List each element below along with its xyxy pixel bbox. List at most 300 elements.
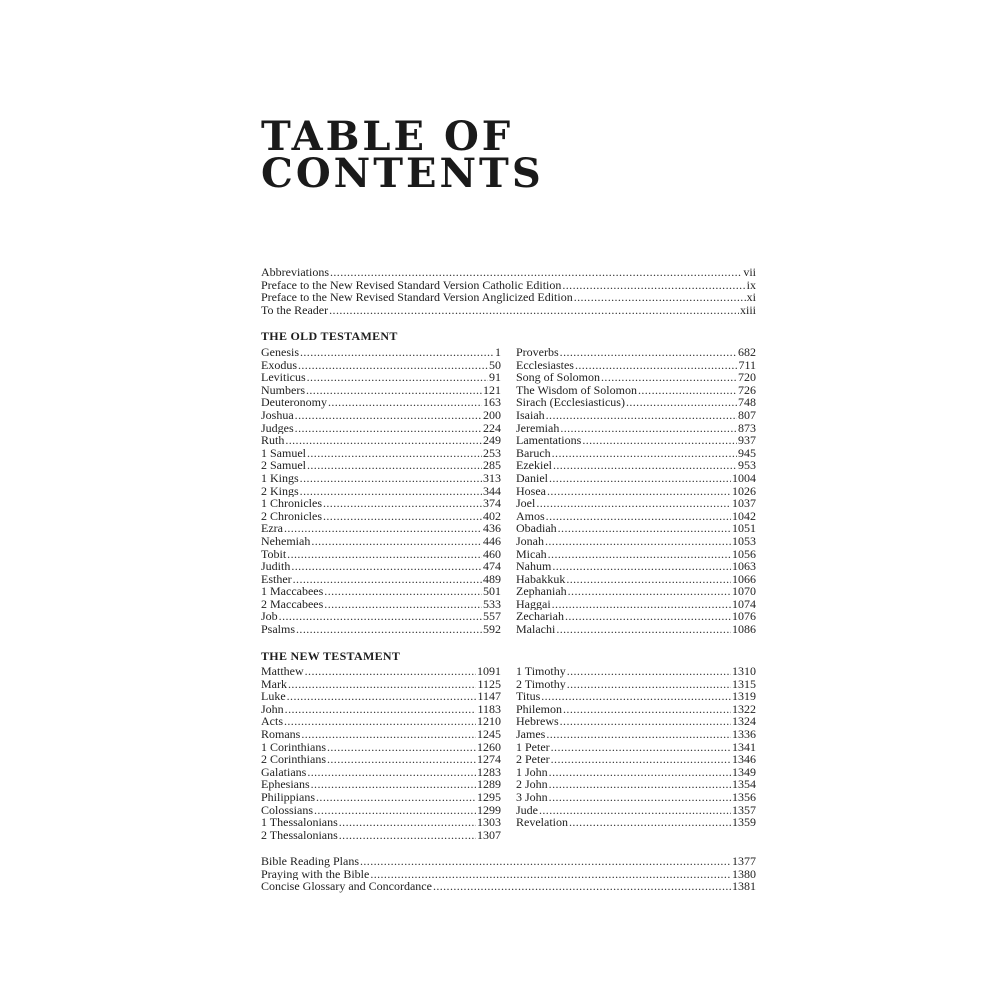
toc-entry (261, 447, 501, 460)
toc-entry-page-number: 1147 (477, 690, 501, 703)
toc-entry (261, 791, 501, 804)
toc-entry-page-number: 1026 (732, 484, 756, 498)
toc-entry-title: Habakkuk (516, 572, 566, 586)
toc-entry-title: Numbers (261, 383, 305, 397)
dot-leader (549, 766, 731, 779)
toc-entry (261, 548, 501, 561)
dot-leader (567, 678, 731, 691)
toc-entry (261, 804, 501, 817)
toc-entry-title: Deuteronomy (261, 396, 327, 409)
dot-leader (541, 690, 731, 703)
toc-entry-page-number: 402 (483, 509, 501, 523)
toc-entry-page-number: 1125 (477, 677, 501, 691)
toc-entry-page-number: vii (743, 266, 756, 279)
toc-entry-title: Preface to the New Revised Standard Version Anglicized Edition (261, 291, 573, 304)
dot-leader (323, 510, 482, 523)
page-title (261, 113, 661, 197)
toc-entry-title: Jeremiah (516, 421, 560, 435)
toc-entry-title: Ruth (261, 434, 285, 447)
toc-entry (261, 409, 501, 422)
toc-entry-title: Philemon (516, 702, 563, 716)
dot-leader (284, 715, 476, 728)
toc-entry-title: Praying with the Bible (261, 867, 370, 881)
toc-entry-title: 2 Samuel (261, 459, 306, 472)
dot-leader (307, 447, 482, 460)
toc-entry (516, 396, 756, 409)
dot-leader (552, 447, 737, 460)
toc-entry (516, 678, 756, 691)
toc-entry-title: Sirach (Ecclesiasticus) (516, 396, 625, 409)
toc-entry-title: The Wisdom of Solomon (516, 383, 637, 397)
dot-leader (295, 422, 482, 435)
toc-entry (516, 690, 756, 703)
toc-entry (516, 371, 756, 384)
toc-entry (261, 371, 501, 384)
toc-entry-page-number: 1070 (732, 585, 756, 598)
toc-entry-page-number: 945 (738, 446, 756, 460)
dot-leader (328, 396, 482, 409)
toc-entry (261, 728, 501, 741)
toc-entry-title: Job (261, 610, 278, 624)
dot-leader (279, 610, 482, 623)
toc-entry (516, 585, 756, 598)
dot-leader (569, 816, 731, 829)
toc-entry (516, 485, 756, 498)
toc-entry (261, 510, 501, 523)
dot-leader (307, 459, 482, 472)
toc-entry (516, 665, 756, 678)
toc-entry-title: Haggai (516, 597, 551, 611)
dot-leader (553, 459, 737, 472)
toc-entry-page-number: 253 (483, 446, 501, 460)
toc-entry-title: 2 Kings (261, 484, 299, 498)
toc-entry (261, 422, 501, 435)
old-testament-columns (261, 346, 756, 636)
toc-entry-title: Obadiah (516, 522, 557, 535)
toc-entry-page-number: 1336 (732, 727, 756, 741)
toc-entry-title: Zephaniah (516, 585, 567, 598)
dot-leader (601, 371, 737, 384)
new-testament-right-column (516, 665, 756, 841)
toc-entry-title: Judges (261, 421, 294, 435)
dot-leader (295, 409, 482, 422)
toc-entry-title: Esther (261, 572, 292, 586)
back-matter-list (261, 855, 756, 893)
toc-entry-page-number: 1354 (732, 778, 756, 791)
dot-leader (307, 371, 488, 384)
toc-entry-page-number: 200 (483, 408, 501, 422)
toc-entry (516, 778, 756, 791)
toc-entry-title: Exodus (261, 358, 297, 372)
toc-entry-title: 1 Kings (261, 471, 299, 485)
toc-entry (261, 715, 501, 728)
toc-entry-title: Leviticus (261, 371, 306, 384)
toc-entry (261, 678, 501, 691)
dot-leader (575, 359, 737, 372)
toc-entry-title: Acts (261, 715, 283, 728)
old-testament-heading: THE OLD TESTAMENT (261, 329, 398, 343)
toc-entry-title: Joel (516, 497, 536, 510)
toc-entry-title: Baruch (516, 446, 551, 460)
dot-leader (433, 880, 731, 893)
dot-leader (548, 548, 731, 561)
toc-entry-page-number: 1004 (732, 471, 756, 485)
dot-leader (638, 384, 737, 397)
toc-entry-title: 1 Peter (516, 740, 550, 754)
toc-entry-title: James (516, 727, 546, 741)
dot-leader (547, 485, 731, 498)
toc-entry (261, 279, 756, 292)
toc-entry-page-number: 1324 (732, 715, 756, 728)
dot-leader (314, 804, 476, 817)
toc-entry-title: Bible Reading Plans (261, 855, 359, 868)
toc-entry-page-number: 937 (738, 434, 756, 447)
toc-entry-page-number: 1307 (477, 828, 501, 842)
dot-leader (323, 497, 482, 510)
dot-leader (568, 585, 731, 598)
toc-entry-page-number: 711 (738, 358, 756, 372)
toc-entry-title: Joshua (261, 408, 294, 422)
toc-entry-title: 3 John (516, 790, 548, 804)
dot-leader (370, 868, 731, 881)
toc-entry-page-number: 224 (483, 421, 501, 435)
dot-leader (560, 422, 737, 435)
toc-entry-title: Psalms (261, 623, 296, 636)
dot-leader (360, 855, 731, 868)
toc-entry-page-number: 726 (738, 383, 756, 397)
dot-leader (563, 703, 731, 716)
new-testament-columns (261, 665, 756, 841)
toc-entry-title: 1 John (516, 765, 548, 779)
front-matter-list (261, 266, 756, 316)
dot-leader (324, 598, 482, 611)
toc-entry-page-number: 1086 (732, 623, 756, 636)
toc-entry-page-number: 720 (738, 371, 756, 384)
toc-entry-page-number: 1357 (732, 803, 756, 817)
toc-entry-title: Genesis (261, 346, 299, 359)
toc-entry (261, 816, 501, 829)
toc-entry-title: Amos (516, 509, 545, 523)
toc-entry-page-number: ix (746, 278, 756, 292)
toc-entry (516, 610, 756, 623)
toc-entry (516, 409, 756, 422)
toc-entry (516, 359, 756, 372)
toc-entry-page-number: 1349 (732, 765, 756, 779)
toc-entry (261, 778, 501, 791)
dot-leader (330, 266, 742, 279)
toc-entry (516, 447, 756, 460)
toc-entry (261, 472, 501, 485)
toc-entry (516, 741, 756, 754)
toc-entry-page-number: xiii (739, 303, 756, 317)
dot-leader (565, 610, 731, 623)
toc-entry-page-number: 682 (738, 346, 756, 359)
toc-entry-page-number: 1283 (477, 765, 501, 779)
toc-entry (516, 422, 756, 435)
toc-entry-page-number: 1063 (732, 560, 756, 573)
toc-entry (261, 665, 501, 678)
dot-leader (285, 434, 482, 447)
toc-entry (261, 359, 501, 372)
dot-leader (574, 291, 746, 304)
dot-leader (288, 678, 476, 691)
dot-leader (552, 560, 731, 573)
toc-entry (261, 585, 501, 598)
dot-leader (293, 573, 482, 586)
toc-entry-title: John (261, 702, 284, 716)
toc-entry-title: Colossians (261, 803, 314, 817)
dot-leader (311, 535, 482, 548)
toc-entry-page-number: 1 (495, 346, 501, 359)
toc-entry-page-number: 748 (738, 396, 756, 409)
toc-entry-title: 2 Maccabees (261, 597, 324, 611)
toc-entry-title: Romans (261, 727, 301, 741)
page-title-line-1: TABLE OF (261, 113, 514, 160)
toc-entry (516, 535, 756, 548)
toc-entry (261, 598, 501, 611)
toc-entry-title: 1 Chronicles (261, 497, 322, 510)
dot-leader (560, 715, 731, 728)
toc-entry-title: Judith (261, 560, 291, 573)
toc-entry (261, 690, 501, 703)
toc-entry (261, 741, 501, 754)
toc-entry-page-number: 374 (483, 497, 501, 510)
toc-entry-title: Abbreviations (261, 266, 329, 279)
toc-entry-title: Luke (261, 690, 286, 703)
toc-entry (261, 560, 501, 573)
toc-entry-page-number: 1359 (732, 816, 756, 829)
toc-entry-title: 1 Maccabees (261, 585, 324, 598)
toc-entry-page-number: 1356 (732, 790, 756, 804)
dot-leader (327, 753, 476, 766)
toc-entry-page-number: 1295 (477, 790, 501, 804)
toc-entry (516, 434, 756, 447)
dot-leader (298, 359, 488, 372)
toc-entry-title: Lamentations (516, 434, 582, 447)
new-testament-left-column (261, 665, 501, 841)
toc-entry (516, 573, 756, 586)
toc-entry-page-number: 953 (738, 459, 756, 472)
toc-entry (516, 715, 756, 728)
dot-leader (327, 741, 476, 754)
toc-entry-page-number: 1315 (732, 677, 756, 691)
toc-entry (516, 766, 756, 779)
dot-leader (549, 472, 731, 485)
toc-entry-page-number: 344 (483, 484, 501, 498)
toc-entry (261, 703, 501, 716)
toc-entry (261, 766, 501, 779)
dot-leader (546, 409, 737, 422)
toc-entry-page-number: 1380 (732, 867, 756, 881)
dot-leader (329, 304, 739, 317)
toc-entry-title: Tobit (261, 547, 287, 561)
dot-leader (551, 741, 731, 754)
toc-entry-title: Philippians (261, 790, 316, 804)
dot-leader (291, 560, 482, 573)
toc-entry-page-number: 807 (738, 408, 756, 422)
toc-entry-page-number: 1346 (732, 753, 756, 766)
toc-entry (261, 396, 501, 409)
toc-entry (261, 459, 501, 472)
toc-entry-page-number: 446 (483, 534, 501, 548)
toc-entry-title: Jude (516, 803, 538, 817)
dot-leader (549, 791, 731, 804)
toc-entry-page-number: 1299 (477, 803, 501, 817)
toc-entry-page-number: 1042 (732, 509, 756, 523)
toc-entry-title: Concise Glossary and Concordance (261, 880, 432, 893)
dot-leader (287, 548, 482, 561)
dot-leader (582, 434, 737, 447)
toc-entry-title: Daniel (516, 471, 548, 485)
toc-entry-title: 1 Thessalonians (261, 816, 338, 829)
toc-entry-title: Jonah (516, 534, 544, 548)
toc-entry-page-number: 249 (483, 434, 501, 447)
dot-leader (324, 585, 482, 598)
toc-entry (516, 791, 756, 804)
dot-leader (545, 535, 731, 548)
dot-leader (316, 791, 476, 804)
dot-leader (558, 522, 731, 535)
toc-entry (261, 753, 501, 766)
toc-entry-page-number: 474 (483, 560, 501, 573)
toc-entry (516, 346, 756, 359)
toc-entry-title: Preface to the New Revised Standard Version Catholic Edition (261, 278, 562, 292)
toc-entry (261, 623, 501, 636)
dot-leader (307, 766, 476, 779)
toc-entry (261, 384, 501, 397)
toc-entry-title: 2 Peter (516, 753, 550, 766)
toc-entry-page-number: 285 (483, 459, 501, 472)
toc-entry-title: 1 Corinthians (261, 740, 326, 754)
toc-entry-page-number: 533 (483, 597, 501, 611)
toc-entry (516, 804, 756, 817)
toc-entry-title: Titus (516, 690, 541, 703)
toc-entry-title: Zechariah (516, 610, 564, 624)
toc-entry-page-number: 1303 (477, 816, 501, 829)
toc-entry-title: Malachi (516, 623, 556, 636)
toc-entry-page-number: 1274 (477, 753, 501, 766)
toc-entry (261, 346, 501, 359)
toc-entry-title: 2 Corinthians (261, 753, 326, 766)
toc-entry-title: Mark (261, 677, 287, 691)
dot-leader (539, 804, 731, 817)
dot-leader (339, 829, 476, 842)
toc-entry-title: Hebrews (516, 715, 559, 728)
toc-entry (261, 434, 501, 447)
dot-leader (551, 753, 731, 766)
toc-entry-title: Hosea (516, 484, 546, 498)
toc-entry-page-number: 1210 (477, 715, 501, 728)
toc-entry-page-number: 1260 (477, 740, 501, 754)
toc-entry-title: Song of Solomon (516, 371, 601, 384)
toc-entry-page-number: 1319 (732, 690, 756, 703)
dot-leader (284, 522, 482, 535)
toc-entry-page-number: 50 (489, 358, 501, 372)
toc-entry (516, 548, 756, 561)
toc-entry (261, 497, 501, 510)
toc-entry-page-number: 1377 (732, 855, 756, 868)
toc-entry (261, 868, 756, 881)
toc-entry-title: 2 Timothy (516, 677, 566, 691)
toc-entry-title: Nahum (516, 560, 552, 573)
page-title-line-2: CONTENTS (261, 150, 544, 197)
toc-entry-page-number: 1245 (477, 727, 501, 741)
toc-entry-page-number: 1310 (732, 665, 756, 678)
toc-entry-page-number: 1051 (732, 522, 756, 535)
new-testament-heading: THE NEW TESTAMENT (261, 649, 401, 663)
toc-entry-page-number: 1037 (732, 497, 756, 510)
toc-entry-title: 1 Samuel (261, 446, 306, 460)
toc-entry (261, 304, 756, 317)
toc-entry (516, 753, 756, 766)
toc-entry-page-number: 873 (738, 421, 756, 435)
toc-entry-page-number: 1381 (732, 880, 756, 893)
toc-entry-title: To the Reader (261, 303, 329, 317)
toc-entry-title: Ephesians (261, 778, 310, 791)
toc-entry-page-number: 1076 (732, 610, 756, 624)
toc-entry-title: Ecclesiastes (516, 358, 574, 372)
toc-entry-page-number: 592 (483, 623, 501, 636)
old-testament-right-column (516, 346, 756, 636)
dot-leader (567, 665, 731, 678)
toc-entry-page-number: 1053 (732, 534, 756, 548)
toc-entry (516, 598, 756, 611)
toc-entry (516, 816, 756, 829)
dot-leader (296, 623, 482, 636)
toc-entry-title: 1 Timothy (516, 665, 566, 678)
toc-entry-title: 2 John (516, 778, 548, 791)
toc-entry-page-number: xi (746, 291, 756, 304)
toc-entry-page-number: 313 (483, 471, 501, 485)
toc-entry-title: 2 Thessalonians (261, 828, 338, 842)
toc-entry-page-number: 1091 (477, 665, 501, 678)
toc-entry (516, 497, 756, 510)
toc-entry (516, 703, 756, 716)
toc-entry-page-number: 91 (489, 371, 501, 384)
dot-leader (301, 728, 476, 741)
toc-entry-page-number: 163 (483, 396, 501, 409)
toc-entry-page-number: 1341 (732, 740, 756, 754)
toc-entry-title: Proverbs (516, 346, 559, 359)
toc-entry (516, 728, 756, 741)
dot-leader (287, 690, 477, 703)
toc-entry (516, 522, 756, 535)
dot-leader (560, 346, 737, 359)
toc-entry-page-number: 1289 (477, 778, 501, 791)
toc-entry (261, 522, 501, 535)
dot-leader (285, 703, 477, 716)
toc-entry (261, 485, 501, 498)
dot-leader (546, 510, 731, 523)
toc-entry-page-number: 460 (483, 547, 501, 561)
dot-leader (566, 573, 731, 586)
toc-entry-title: Nehemiah (261, 534, 311, 548)
toc-entry-page-number: 489 (483, 572, 501, 586)
toc-entry-title: Revelation (516, 816, 568, 829)
toc-entry-title: Micah (516, 547, 547, 561)
dot-leader (311, 778, 476, 791)
toc-entry (516, 384, 756, 397)
dot-leader (536, 497, 731, 510)
toc-entry (261, 266, 756, 279)
toc-entry-title: Ezekiel (516, 459, 552, 472)
dot-leader (552, 598, 731, 611)
dot-leader (305, 665, 476, 678)
toc-entry (261, 573, 501, 586)
toc-entry (261, 535, 501, 548)
toc-entry-page-number: 1056 (732, 547, 756, 561)
dot-leader (300, 472, 482, 485)
